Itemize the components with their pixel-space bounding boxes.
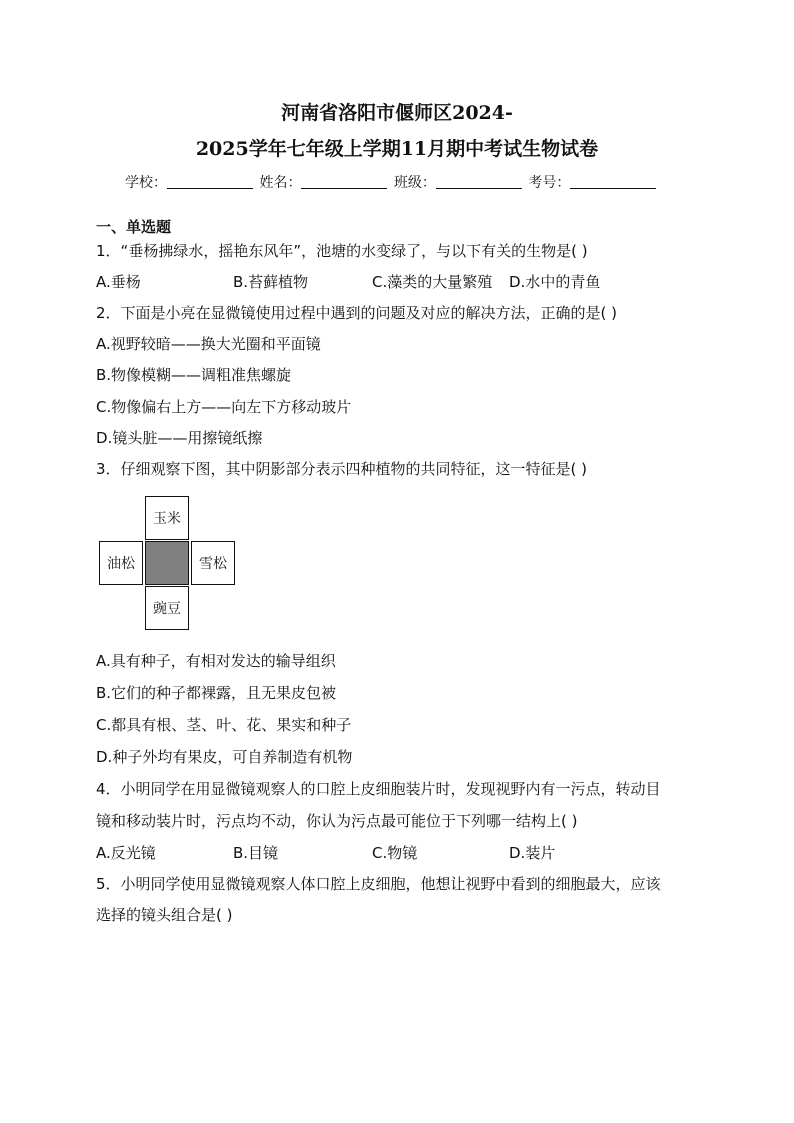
q4-option-d: D.装片 — [509, 844, 556, 862]
name-label: 姓名： — [259, 175, 302, 191]
q5-stem-line2: 选择的镜头组合是( ) — [96, 906, 233, 924]
diagram-cell-top: 玉米 — [145, 496, 189, 540]
q3-option-c: C.都具有根、茎、叶、花、果实和种子 — [96, 716, 352, 734]
diagram-cell-right: 雪松 — [191, 541, 235, 585]
class-blank[interactable] — [436, 174, 522, 189]
q2-stem: 2．下面是小亮在显微镜使用过程中遇到的问题及对应的解决方法，正确的是( ) — [96, 304, 618, 322]
q4-option-a: A.反光镜 — [96, 844, 156, 862]
q3-option-d: D.种子外均有果皮，可自养制造有机物 — [96, 748, 353, 766]
q4-stem-line2: 镜和移动装片时，污点均不动，你认为污点最可能位于下列哪一结构上( ) — [96, 812, 578, 830]
q2-option-b: B.物像模糊——调粗准焦螺旋 — [96, 366, 292, 384]
q4-stem-line1: 4．小明同学在用显微镜观察人的口腔上皮细胞装片时，发现视野内有一污点，转动目 — [96, 780, 661, 798]
section-title: 一、单选题 — [96, 218, 172, 236]
q4-option-b: B.目镜 — [233, 844, 279, 862]
school-blank[interactable] — [167, 174, 253, 189]
q2-option-c: C.物像偏右上方——向左下方移动玻片 — [96, 398, 352, 416]
class-label: 班级： — [393, 175, 436, 191]
name-blank[interactable] — [301, 174, 387, 189]
q3-option-a: A.具有种子，有相对发达的输导组织 — [96, 652, 336, 670]
q3-option-b: B.它们的种子都裸露，且无果皮包被 — [96, 684, 337, 702]
q5-stem-line1: 5．小明同学使用显微镜观察人体口腔上皮细胞，他想让视野中看到的细胞最大，应该 — [96, 875, 661, 893]
exam-title-line1: 河南省洛阳市偃师区2024- — [281, 102, 513, 124]
q1-option-c: C.藻类的大量繁殖 — [372, 273, 493, 291]
student-info-row — [125, 172, 658, 192]
q4-option-c: C.物镜 — [372, 844, 418, 862]
q1-option-a: A.垂杨 — [96, 273, 141, 291]
q2-option-a: A.视野较暗——换大光圈和平面镜 — [96, 335, 321, 353]
diagram-cell-bottom: 豌豆 — [145, 586, 189, 630]
plant-cross-diagram — [99, 496, 239, 634]
q1-option-b: B.苔藓植物 — [233, 273, 309, 291]
q3-stem: 3．仔细观察下图，其中阴影部分表示四种植物的共同特征，这一特征是( ) — [96, 460, 588, 478]
exam-no-label: 考号： — [528, 175, 571, 191]
q1-option-d: D.水中的青鱼 — [509, 273, 601, 291]
exam-title-line2: 2025学年七年级上学期11月期中考试生物试卷 — [195, 138, 599, 160]
exam-no-blank[interactable] — [570, 174, 656, 189]
diagram-cell-left: 油松 — [99, 541, 143, 585]
school-label: 学校： — [125, 175, 167, 191]
diagram-shaded-center — [145, 541, 189, 585]
q1-stem: 1．“垂杨拂绿水，摇艳东风年”，池塘的水变绿了，与以下有关的生物是( ) — [96, 242, 588, 260]
q2-option-d: D.镜头脏——用擦镜纸擦 — [96, 429, 263, 447]
